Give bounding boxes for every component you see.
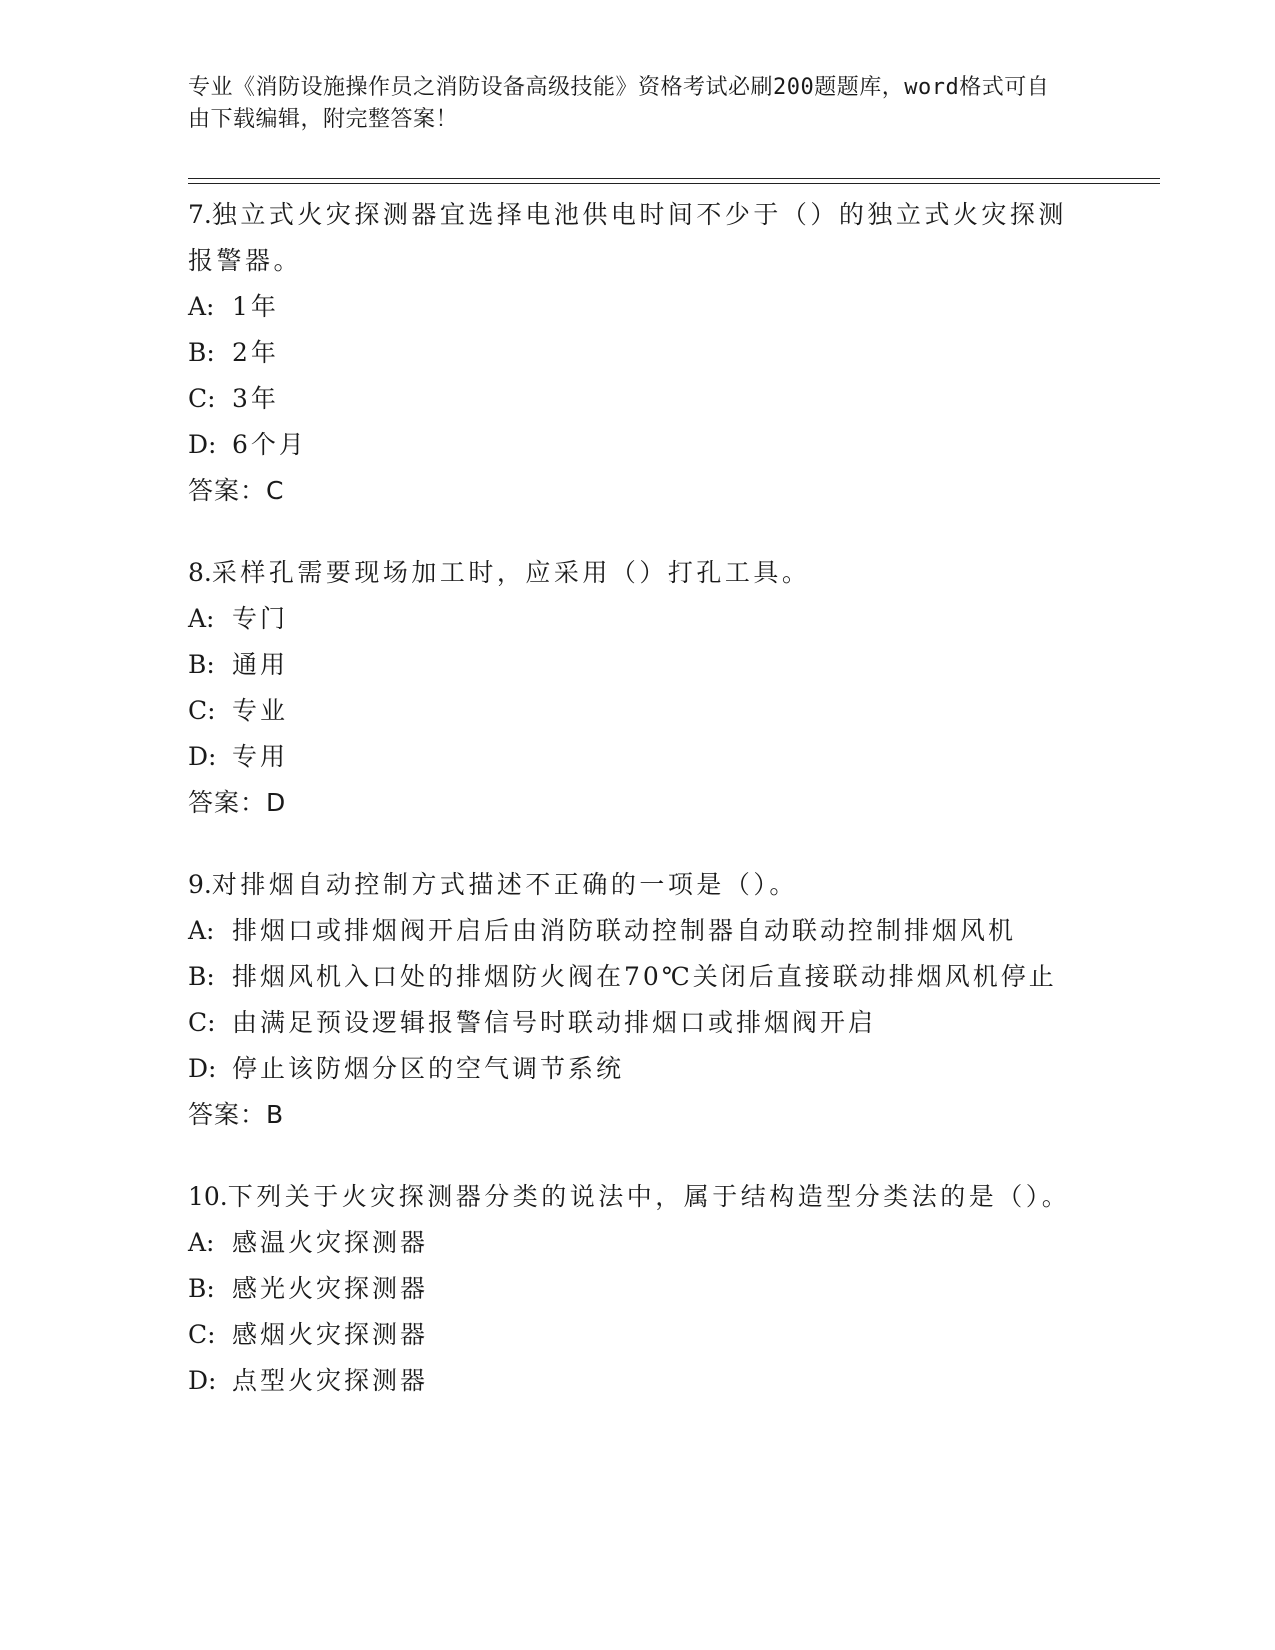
option-letter: A:	[188, 604, 215, 633]
option-text: 通用	[232, 650, 289, 679]
question-text: 下列关于火灾探测器分类的说法中，属于结构造型分类法的是（）。	[227, 1182, 1071, 1211]
question-text: 独立式火灾探测器宜选择电池供电时间不少于（）的独立式火灾探测报警器。	[188, 200, 1067, 275]
option-letter: A:	[188, 1228, 215, 1257]
question-10	[188, 1174, 1088, 1404]
question-list	[188, 192, 1088, 1440]
option-text: 停止该防烟分区的空气调节系统	[232, 1054, 625, 1083]
option-a	[188, 908, 1088, 954]
option-text: 专业	[232, 696, 289, 725]
question-number: 9.	[188, 870, 212, 899]
option-a	[188, 284, 1088, 330]
option-text: 排烟风机入口处的排烟防火阀在70℃关闭后直接联动排烟风机停止	[232, 962, 1057, 991]
question-text: 对排烟自动控制方式描述不正确的一项是（）。	[211, 870, 798, 899]
option-b	[188, 954, 1088, 1000]
question-8	[188, 550, 1088, 826]
question-number: 10.	[188, 1182, 228, 1211]
option-text: 感烟火灾探测器	[232, 1320, 429, 1349]
question-text: 采样孔需要现场加工时，应采用（）打孔工具。	[211, 558, 811, 587]
option-letter: D:	[188, 742, 217, 771]
option-letter: D:	[188, 1054, 217, 1083]
question-number: 7.	[188, 200, 212, 229]
answer-prefix: 答案：	[188, 476, 267, 505]
option-b	[188, 1266, 1088, 1312]
option-letter: D:	[188, 1366, 217, 1395]
option-d	[188, 1358, 1088, 1404]
option-text: 点型火灾探测器	[232, 1366, 429, 1395]
option-letter: B:	[188, 650, 215, 679]
option-c	[188, 376, 1088, 422]
option-letter: D:	[188, 430, 217, 459]
option-letter: C:	[188, 1320, 216, 1349]
option-letter: C:	[188, 1008, 216, 1037]
option-d	[188, 1046, 1088, 1092]
answer-prefix: 答案：	[188, 1100, 267, 1129]
option-text: 1年	[232, 292, 279, 321]
option-b	[188, 642, 1088, 688]
option-letter: C:	[188, 384, 216, 413]
header-title: 专业《消防设施操作员之消防设备高级技能》资格考试必刷200题题库，word格式可自由下载编辑，附完整答案！	[188, 75, 1050, 132]
question-number: 8.	[188, 558, 212, 587]
option-b	[188, 330, 1088, 376]
option-text: 感光火灾探测器	[232, 1274, 429, 1303]
option-text: 专用	[232, 742, 289, 771]
question-7	[188, 192, 1088, 514]
question-stem	[188, 1174, 1088, 1220]
option-a	[188, 596, 1088, 642]
answer-value: B	[266, 1100, 285, 1129]
question-9	[188, 862, 1088, 1138]
answer-value: D	[266, 788, 287, 817]
answer-line	[188, 1092, 1088, 1138]
option-letter: B:	[188, 962, 215, 991]
option-d	[188, 734, 1088, 780]
option-c	[188, 688, 1088, 734]
option-a	[188, 1220, 1088, 1266]
answer-prefix: 答案：	[188, 788, 267, 817]
question-stem	[188, 550, 1088, 596]
answer-value: C	[266, 476, 285, 505]
option-text: 6个月	[232, 430, 307, 459]
option-letter: A:	[188, 916, 215, 945]
header-divider-thick	[188, 178, 1160, 179]
option-letter: B:	[188, 338, 215, 367]
option-letter: A:	[188, 292, 215, 321]
question-stem	[188, 862, 1088, 908]
option-d	[188, 422, 1088, 468]
option-text: 专门	[232, 604, 289, 633]
option-text: 2年	[232, 338, 279, 367]
option-text: 排烟口或排烟阀开启后由消防联动控制器自动联动控制排烟风机	[232, 916, 1017, 945]
option-c	[188, 1312, 1088, 1358]
option-letter: C:	[188, 696, 216, 725]
answer-line	[188, 468, 1088, 514]
question-stem	[188, 192, 1088, 284]
header-divider-thin	[188, 183, 1160, 184]
option-text: 3年	[232, 384, 279, 413]
option-c	[188, 1000, 1088, 1046]
option-text: 由满足预设逻辑报警信号时联动排烟口或排烟阀开启	[232, 1008, 877, 1037]
document-header	[188, 72, 1068, 136]
option-text: 感温火灾探测器	[232, 1228, 429, 1257]
option-letter: B:	[188, 1274, 215, 1303]
answer-line	[188, 780, 1088, 826]
